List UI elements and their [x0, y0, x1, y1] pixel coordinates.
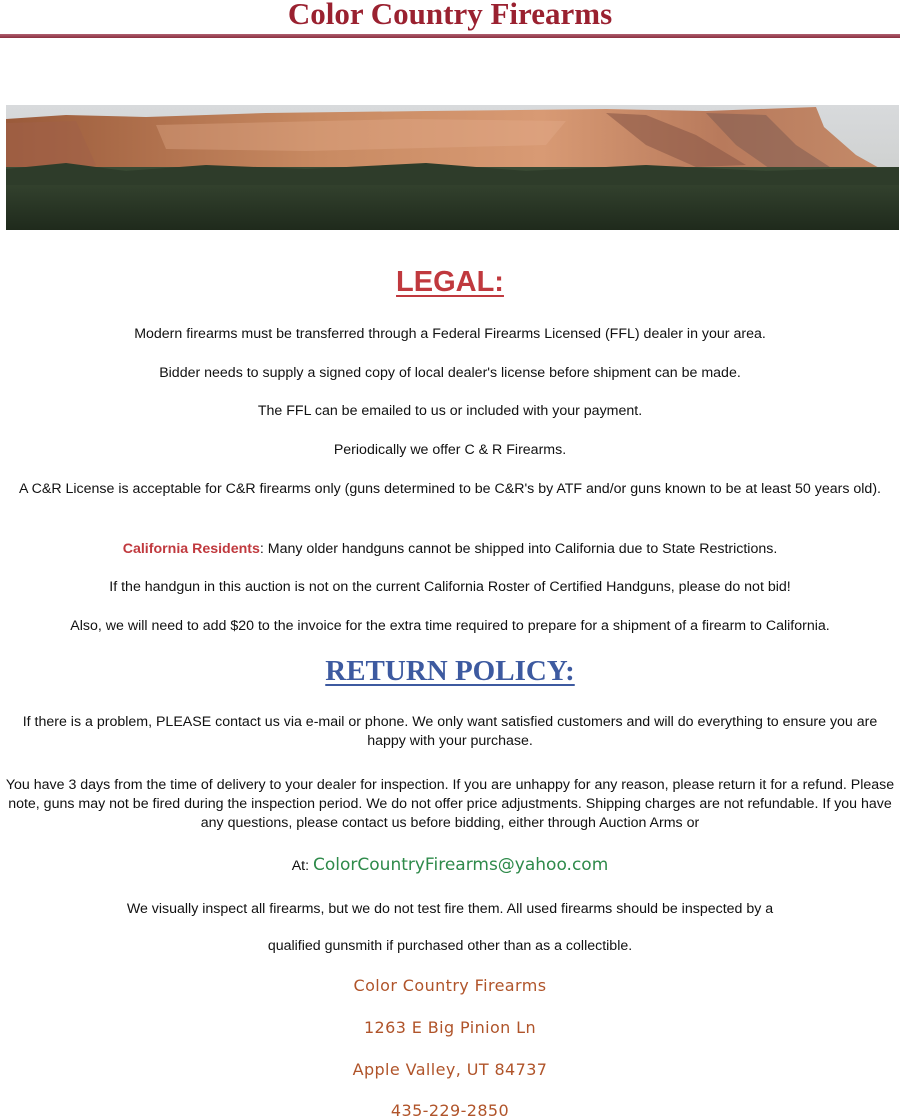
legal-heading: LEGAL:: [396, 266, 504, 298]
contact-email-link[interactable]: ColorCountryFirearms@yahoo.com: [313, 855, 609, 875]
return-test-fire-paragraph: We visually inspect all firearms, but we do not test fire them. All used firearms should be inspected by a: [126, 901, 774, 917]
return-inspection-paragraph: You have 3 days from the time of delivery to your dealer for inspection. If you are unhappy for any reason, please return it for a refund. Please note, guns may not be fired during the inspection period. We do not offer price adjustments. Shipping charges are not refundable. If you have any questions, please contact us before bidding, either through Auction Arms or: [5, 777, 895, 831]
legal-cr-license-paragraph: A C&R License is acceptable for C&R firearms only (guns determined to be C&R's by ATF and/or guns known to be at least 50 years old).: [19, 481, 881, 497]
return-email-line: [4, 856, 896, 876]
california-residents-label: California Residents: [122, 541, 260, 557]
contact-phone: 435-229-2850: [390, 1101, 510, 1120]
header-divider: [0, 34, 900, 38]
legal-california-paragraph: [4, 540, 896, 559]
contact-city-state-zip: Apple Valley, UT 84737: [352, 1060, 548, 1079]
return-policy-heading: RETURN POLICY:: [325, 655, 575, 687]
legal-cr-offer-paragraph: Periodically we offer C & R Firearms.: [333, 442, 567, 458]
contact-business-name: Color Country Firearms: [353, 976, 547, 995]
legal-ffl-paragraph: Modern firearms must be transferred through a Federal Firearms Licensed (FFL) dealer in your area.: [134, 326, 766, 342]
legal-roster-paragraph: If the handgun in this auction is not on the current California Roster of Certified Handguns, please do not bid!: [109, 579, 791, 595]
mesa-landscape-banner: [6, 105, 899, 230]
at-label: At:: [291, 858, 310, 874]
california-residents-text: : Many older handguns cannot be shipped into California due to State Restrictions.: [259, 541, 778, 557]
legal-license-paragraph: Bidder needs to supply a signed copy of local dealer's license before shipment can be made.: [159, 365, 741, 381]
page-title: Color Country Firearms: [287, 0, 613, 31]
legal-fee-paragraph: Also, we will need to add $20 to the invoice for the extra time required to prepare for a shipment of a firearm to California.: [70, 618, 830, 634]
contact-street-address: 1263 E Big Pinion Ln: [363, 1018, 537, 1037]
legal-email-paragraph: The FFL can be emailed to us or included with your payment.: [257, 403, 643, 419]
return-gunsmith-paragraph: qualified gunsmith if purchased other than as a collectible.: [267, 938, 633, 954]
return-problem-paragraph: If there is a problem, PLEASE contact us via e-mail or phone. We only want satisfied customers and will do everything to ensure you are happy with your purchase.: [22, 714, 878, 749]
